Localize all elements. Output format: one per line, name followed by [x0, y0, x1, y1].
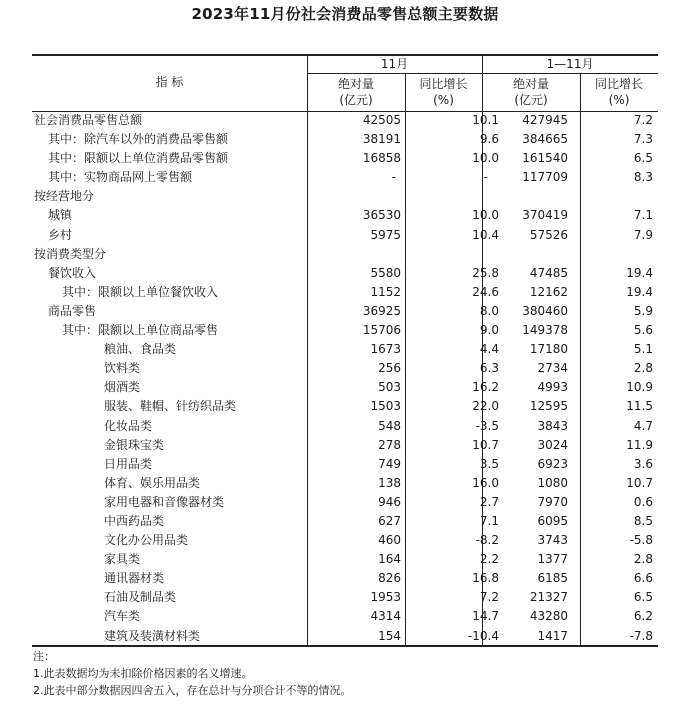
table-row: [32, 111, 658, 130]
ytd-abs-value: 4993: [537, 380, 568, 395]
ytd-yoy-value: 7.3: [633, 132, 653, 147]
month-yoy-value: 7.2: [479, 590, 499, 605]
row-label: 体育、娱乐用品类: [104, 475, 201, 490]
month-abs-value: 16858: [362, 151, 401, 166]
row-label: 金银珠宝类: [104, 437, 165, 452]
table-row: [32, 569, 658, 588]
row-label: 中西药品类: [104, 513, 165, 528]
row-label: 家用电器和音像器材类: [104, 494, 225, 509]
ytd-abs-value: 12162: [529, 284, 568, 299]
month-yoy-value: 22.0: [472, 399, 499, 414]
month-abs-value: 38191: [362, 132, 401, 147]
table-row: [32, 436, 658, 455]
header-month-yoy: [405, 76, 482, 108]
row-label: 建筑及装潢材料类: [104, 628, 201, 643]
row-label: 其中：实物商品网上零售额: [48, 170, 193, 185]
month-abs-value: 278: [378, 437, 401, 452]
table-row: [32, 149, 658, 168]
note-line: 1.此表数据均为未扣除价格因素的名义增速。: [33, 667, 253, 680]
header-yoy-label: 同比增长: [594, 77, 643, 91]
table-row: [32, 283, 658, 302]
notes-heading: 注：: [33, 650, 55, 663]
ytd-yoy-value: 4.7: [633, 418, 653, 433]
table-row: [32, 588, 658, 607]
month-abs-value: 15706: [362, 323, 401, 338]
ytd-yoy-value: 19.4: [626, 265, 653, 280]
ytd-yoy-value: 7.2: [633, 113, 653, 127]
table-row: [32, 378, 658, 397]
ytd-abs-value: 2734: [537, 361, 568, 376]
header-abs-label: 绝对量: [512, 77, 549, 91]
row-label: 其中：限额以上单位餐饮收入: [62, 284, 219, 299]
month-yoy-value: 16.0: [472, 475, 499, 490]
table-row: [32, 130, 658, 149]
ytd-abs-value: 3843: [537, 418, 568, 433]
table-row: [32, 493, 658, 512]
ytd-abs-value: 43280: [529, 609, 568, 624]
table-row: [32, 455, 658, 474]
ytd-abs-value: 1417: [537, 628, 568, 643]
month-abs-value: 826: [378, 571, 401, 586]
ytd-yoy-value: 11.9: [626, 437, 653, 452]
month-abs-value: 42505: [362, 113, 401, 127]
table-row: [32, 206, 658, 225]
table-body: [32, 111, 658, 646]
ytd-abs-value: 1080: [537, 475, 568, 490]
month-yoy-value: 10.1: [472, 113, 499, 127]
month-yoy-value: -10.4: [467, 628, 499, 643]
ytd-abs-value: 117709: [522, 170, 568, 185]
month-abs-value: 154: [378, 628, 401, 643]
ytd-abs-value: 161540: [522, 151, 568, 166]
ytd-yoy-value: 6.5: [633, 151, 653, 166]
month-abs-value: 138: [378, 475, 401, 490]
ytd-abs-value: 427945: [522, 113, 568, 127]
month-abs-value: 1953: [370, 590, 401, 605]
month-abs-value: 1503: [370, 399, 401, 414]
ytd-abs-value: 380460: [522, 303, 568, 318]
ytd-yoy-value: 10.9: [626, 380, 653, 395]
ytd-yoy-value: 5.9: [633, 303, 653, 318]
table-row: [32, 474, 658, 493]
table-row: [32, 550, 658, 569]
ytd-yoy-value: 6.6: [633, 571, 653, 586]
month-abs-value: 36925: [362, 303, 401, 318]
month-yoy-value: 4.4: [479, 342, 499, 357]
header-ytd-group: 1—11月: [546, 57, 594, 71]
row-label: 汽车类: [104, 609, 141, 624]
month-yoy-value: 10.7: [472, 437, 499, 452]
row-label: 其中：限额以上单位消费品零售额: [48, 151, 229, 166]
ytd-abs-value: 384665: [522, 132, 568, 147]
row-label: 粮油、食品类: [104, 342, 177, 357]
ytd-abs-value: 149378: [522, 323, 568, 338]
header-month-group: 11月: [380, 57, 409, 71]
month-yoy-value: 6.3: [479, 361, 499, 376]
ytd-yoy-value: 7.1: [633, 208, 653, 223]
table-row: [32, 264, 658, 283]
row-label: 按消费类型分: [34, 246, 107, 261]
table-row: [32, 187, 658, 206]
row-label: 商品零售: [48, 303, 97, 318]
ytd-yoy-value: -7.8: [629, 628, 653, 643]
month-abs-value: 548: [378, 418, 401, 433]
ytd-yoy-value: 5.1: [633, 342, 653, 357]
ytd-abs-value: 6923: [537, 456, 568, 471]
table-row: [32, 359, 658, 378]
month-yoy-value: -8.2: [475, 533, 499, 548]
row-label: 乡村: [48, 227, 73, 242]
ytd-abs-value: 57526: [529, 227, 568, 242]
month-abs-value: 946: [378, 494, 401, 509]
month-abs-value: 164: [378, 552, 401, 567]
table-row: [32, 512, 658, 531]
month-yoy-value: 10.4: [472, 227, 499, 242]
ytd-abs-value: 370419: [522, 208, 568, 223]
table-row: [32, 627, 658, 646]
ytd-yoy-value: 5.6: [633, 323, 653, 338]
row-label: 其中：除汽车以外的消费品零售额: [48, 132, 229, 147]
table-row: [32, 168, 658, 187]
header-ytd-yoy: [580, 76, 658, 108]
month-abs-value: 4314: [370, 609, 401, 624]
month-yoy-value: 9.0: [479, 323, 499, 338]
ytd-yoy-value: 8.5: [633, 513, 653, 528]
header-ytd-abs: [482, 76, 580, 108]
ytd-yoy-value: 8.3: [633, 170, 653, 185]
ytd-yoy-value: 6.2: [633, 609, 653, 624]
ytd-yoy-value: 3.6: [633, 456, 653, 471]
row-label: 餐饮收入: [48, 265, 97, 280]
ytd-abs-value: 1377: [537, 552, 568, 567]
row-label: 文化办公用品类: [104, 533, 189, 548]
ytd-abs-value: 7970: [537, 494, 568, 509]
month-yoy-value: -: [483, 170, 488, 185]
ytd-yoy-value: 11.5: [626, 399, 653, 414]
month-abs-value: 36530: [362, 208, 401, 223]
ytd-yoy-value: 2.8: [633, 552, 653, 567]
header-yoy-unit: (%): [433, 93, 454, 107]
table-row: [32, 321, 658, 340]
row-label: 城镇: [48, 208, 73, 223]
month-abs-value: 5580: [370, 265, 401, 280]
month-yoy-value: 7.1: [479, 513, 499, 528]
row-label: 其中：限额以上单位商品零售: [62, 323, 219, 338]
table-row: [32, 417, 658, 436]
ytd-abs-value: 17180: [529, 342, 568, 357]
row-label: 社会消费品零售总额: [34, 113, 143, 127]
header-yoy-label: 同比增长: [419, 77, 468, 91]
note-line: 2.此表中部分数据因四舍五入，存在总计与分项合计不等的情况。: [33, 684, 352, 697]
header-indicator: 指 标: [155, 75, 184, 89]
table-row: [32, 531, 658, 550]
ytd-yoy-value: 7.9: [633, 227, 653, 242]
ytd-abs-value: 6095: [537, 513, 568, 528]
month-yoy-value: -3.5: [475, 418, 499, 433]
header-abs-unit: (亿元): [514, 93, 548, 107]
month-yoy-value: 24.6: [472, 284, 499, 299]
month-yoy-value: 14.7: [472, 609, 499, 624]
month-yoy-value: 10.0: [472, 208, 499, 223]
row-label: 通讯器材类: [104, 571, 165, 586]
row-label: 烟酒类: [104, 380, 141, 395]
month-yoy-value: 8.0: [479, 303, 499, 318]
month-abs-value: 749: [378, 456, 401, 471]
footnotes: [33, 648, 352, 699]
month-yoy-value: 2.2: [479, 552, 499, 567]
header-yoy-unit: (%): [608, 93, 630, 107]
month-yoy-value: 10.0: [472, 151, 499, 166]
table-title: 2023年11月份社会消费品零售总额主要数据: [191, 5, 499, 23]
row-label: 按经营地分: [34, 189, 95, 204]
table-row: [32, 302, 658, 321]
month-yoy-value: 16.8: [472, 571, 499, 586]
month-abs-value: 256: [378, 361, 401, 376]
table-row: [32, 340, 658, 359]
month-abs-value: 460: [378, 533, 401, 548]
table-row: [32, 607, 658, 626]
row-label: 服装、鞋帽、针纺织品类: [104, 399, 237, 414]
row-label: 饮料类: [104, 361, 141, 376]
table-row: [32, 226, 658, 245]
month-yoy-value: 16.2: [472, 380, 499, 395]
ytd-abs-value: 3024: [537, 437, 568, 452]
month-abs-value: 1152: [370, 284, 401, 299]
ytd-abs-value: 3743: [537, 533, 568, 548]
ytd-yoy-value: -5.8: [629, 533, 653, 548]
month-yoy-value: 25.8: [472, 265, 499, 280]
month-yoy-value: 3.5: [479, 456, 499, 471]
ytd-abs-value: 12595: [529, 399, 568, 414]
ytd-yoy-value: 6.5: [633, 590, 653, 605]
row-label: 化妆品类: [104, 418, 153, 433]
month-abs-value: 1673: [370, 342, 401, 357]
ytd-abs-value: 21327: [529, 590, 568, 605]
month-yoy-value: 9.6: [479, 132, 499, 147]
header-abs-label: 绝对量: [337, 77, 374, 91]
table-row: [32, 397, 658, 416]
ytd-abs-value: 6185: [537, 571, 568, 586]
ytd-yoy-value: 2.8: [633, 361, 653, 376]
ytd-yoy-value: 0.6: [633, 494, 653, 509]
row-label: 家具类: [104, 552, 141, 567]
table-row: [32, 245, 658, 264]
header-month-abs: [307, 76, 405, 108]
month-abs-value: 503: [378, 380, 401, 395]
row-label: 日用品类: [104, 456, 153, 471]
ytd-yoy-value: 10.7: [626, 475, 653, 490]
row-label: 石油及制品类: [104, 590, 177, 605]
month-abs-value: 5975: [370, 227, 401, 242]
ytd-yoy-value: 19.4: [626, 284, 653, 299]
month-abs-value: -: [391, 170, 396, 185]
ytd-abs-value: 47485: [529, 265, 568, 280]
month-yoy-value: 2.7: [479, 494, 499, 509]
month-abs-value: 627: [378, 513, 401, 528]
header-abs-unit: (亿元): [339, 93, 373, 107]
